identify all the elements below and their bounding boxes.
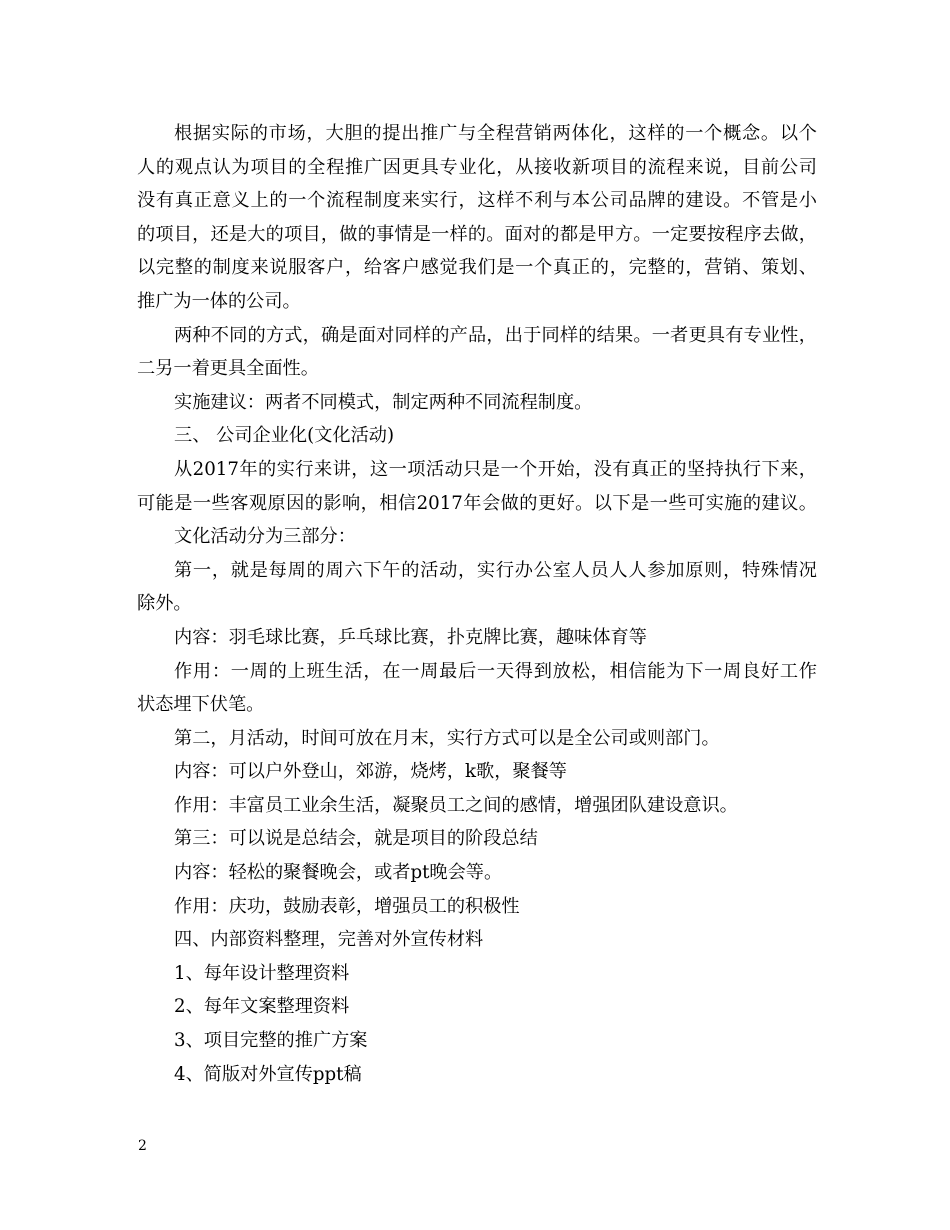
list-item: 3、项目完整的推广方案 — [174, 1030, 368, 1052]
page-number: 2 — [138, 1138, 147, 1154]
paragraph-line: 第三：可以说是总结会，就是项目的阶段总结 — [174, 828, 538, 850]
paragraph-line: 状态埋下伏笔。 — [137, 694, 265, 716]
paragraph-line: 作用：庆功，鼓励表彰，增强员工的积极性 — [174, 895, 520, 917]
paragraph-line: 作用：丰富员工业余生活，凝聚员工之间的感情，增强团队建设意识。 — [174, 794, 738, 816]
paragraph-line: 第一，就是每周的周六下午的活动，实行办公室人员人人参加原则，特殊情况 — [174, 559, 817, 581]
paragraph-line: 实施建议：两者不同模式，制定两种不同流程制度。 — [174, 391, 593, 413]
paragraph-line: 第二，月活动，时间可放在月末，实行方式可以是全公司或则部门。 — [174, 727, 720, 749]
paragraph-line: 作用：一周的上班生活，在一周最后一天得到放松，相信能为下一周良好工作 — [174, 660, 817, 682]
paragraph-line: 除外。 — [137, 593, 192, 615]
paragraph-line: 两种不同的方式，确是面对同样的产品，出于同样的结果。一者更具有专业性， — [174, 324, 817, 346]
paragraph-line: 根据实际的市场，大胆的提出推广与全程营销两体化，这样的一个概念。以个 — [174, 123, 817, 144]
list-item: 2、每年文案整理资料 — [174, 996, 350, 1018]
section-heading: 四、内部资料整理，完善对外宣传材料 — [174, 929, 484, 951]
section-heading: 三、 公司企业化(文化活动) — [174, 425, 395, 447]
paragraph-line: 内容：羽毛球比赛，乒乓球比赛，扑克牌比赛，趣味体育等 — [174, 626, 647, 648]
list-item: 4、简版对外宣传ppt稿 — [174, 1063, 362, 1085]
list-item: 1、每年设计整理资料 — [174, 962, 350, 984]
paragraph-line: 二另一着更具全面性。 — [137, 358, 319, 380]
paragraph-line: 没有真正意义上的一个流程制度来实行，这样不利与本公司品牌的建设。不管是小 — [137, 190, 817, 212]
paragraph-line: 推广为一体的公司。 — [137, 290, 301, 312]
paragraph-line: 的项目，还是大的项目，做的事情是一样的。面对的都是甲方。一定要按程序去做， — [137, 223, 817, 245]
paragraph-line: 人的观点认为项目的全程推广因更具专业化，从接收新项目的流程来说，目前公司 — [137, 156, 817, 178]
paragraph-line: 从2017年的实行来讲，这一项活动只是一个开始，没有真正的坚持执行下来， — [174, 458, 817, 480]
paragraph-line: 以完整的制度来说服客户，给客户感觉我们是一个真正的，完整的，营销、策划、 — [137, 257, 817, 279]
paragraph-line: 文化活动分为三部分： — [174, 526, 356, 548]
paragraph-line: 可能是一些客观原因的影响，相信2017年会做的更好。以下是一些可实施的建议。 — [137, 492, 817, 514]
paragraph-line: 内容：轻松的聚餐晚会，或者pt晚会等。 — [174, 862, 503, 884]
paragraph-line: 内容：可以户外登山，郊游，烧烤，k歌，聚餐等 — [174, 761, 567, 783]
document-body — [137, 117, 817, 1091]
